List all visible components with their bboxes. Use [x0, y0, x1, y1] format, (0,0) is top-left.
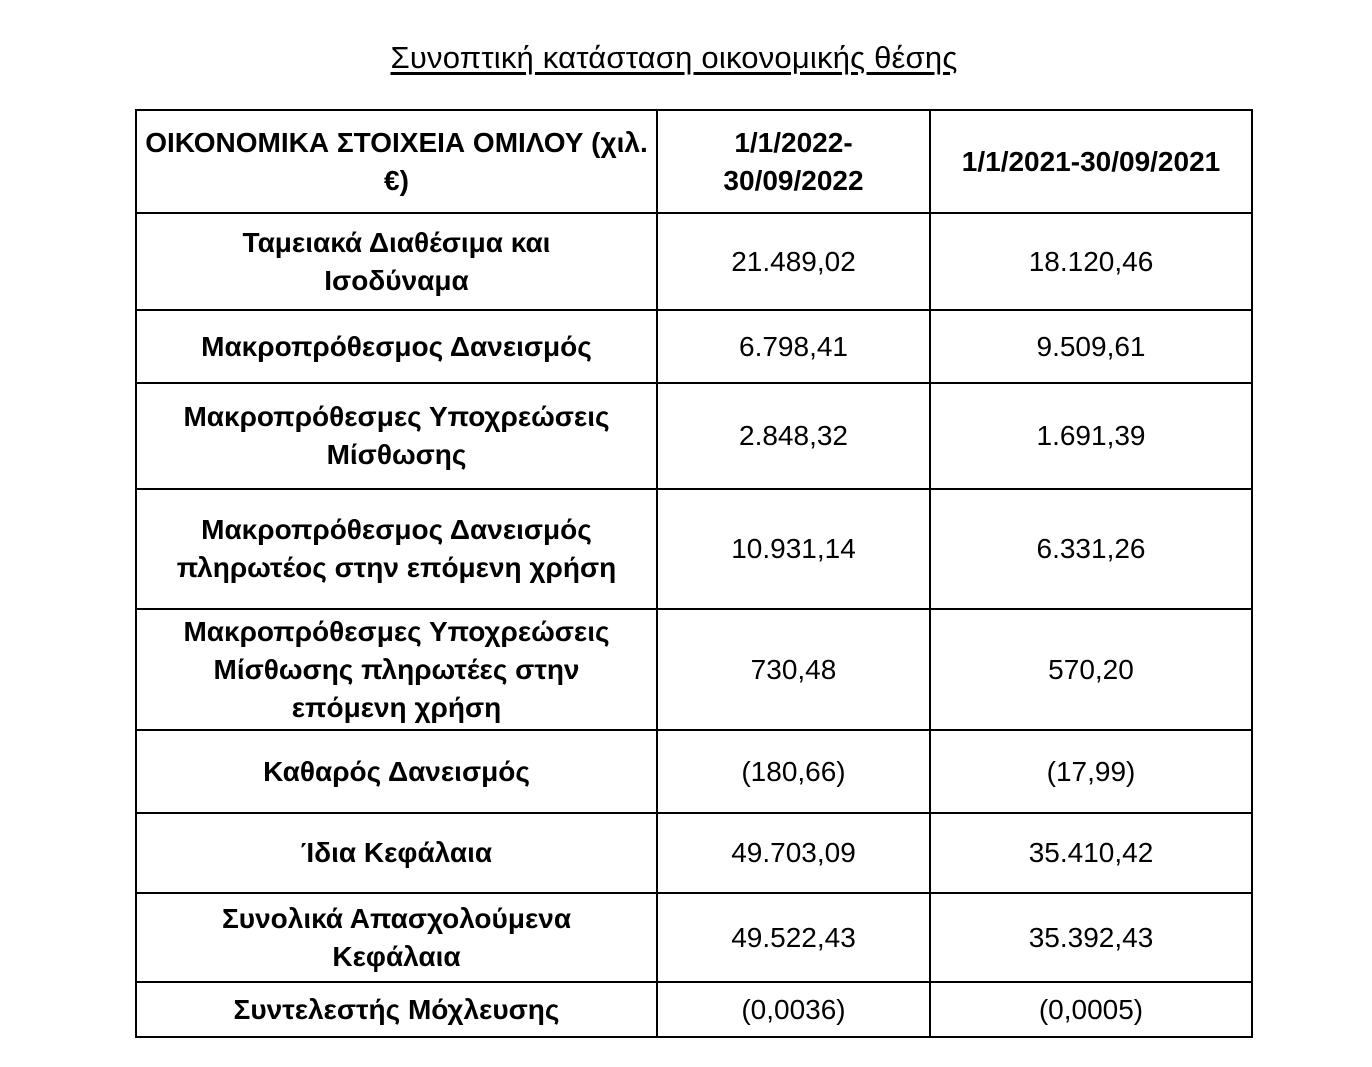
row-label: Καθαρός Δανεισμός: [136, 730, 657, 813]
value-2022: 10.931,14: [657, 489, 930, 609]
table-row: [136, 609, 1252, 730]
value-2021: (0,0005): [930, 982, 1252, 1037]
row-label: Συνολικά Απασχολούμενα Κεφάλαια: [136, 893, 657, 982]
table-row: [136, 893, 1252, 982]
value-2022: (0,0036): [657, 982, 930, 1037]
value-2022: 6.798,41: [657, 310, 930, 383]
value-2022: (180,66): [657, 730, 930, 813]
value-2021: 35.410,42: [930, 813, 1252, 893]
value-2022: 730,48: [657, 609, 930, 730]
value-2021: 1.691,39: [930, 383, 1252, 489]
value-2021: 570,20: [930, 609, 1252, 730]
value-2021: 18.120,46: [930, 213, 1252, 310]
row-label: Μακροπρόθεσμες Υποχρεώσεις Μίσθωσης: [136, 383, 657, 489]
table-row: [136, 813, 1252, 893]
header-financial-items: ΟΙΚΟΝΟΜΙΚΑ ΣΤΟΙΧΕΙΑ ΟΜΙΛΟΥ (χιλ. €): [136, 110, 657, 213]
row-label: Μακροπρόθεσμος Δανεισμός πληρωτέος στην επόμενη χρήση: [136, 489, 657, 609]
header-period-2021: 1/1/2021-30/09/2021: [930, 110, 1252, 213]
row-label: Μακροπρόθεσμες Υποχρεώσεις Μίσθωσης πληρωτέες στην επόμενη χρήση: [136, 609, 657, 730]
value-2022: 49.703,09: [657, 813, 930, 893]
financial-position-table: [135, 109, 1253, 1038]
table-row: [136, 213, 1252, 310]
table-row: [136, 489, 1252, 609]
value-2022: 21.489,02: [657, 213, 930, 310]
value-2022: 49.522,43: [657, 893, 930, 982]
row-label: Ίδια Κεφάλαια: [136, 813, 657, 893]
value-2021: 35.392,43: [930, 893, 1252, 982]
table-row: [136, 730, 1252, 813]
value-2022: 2.848,32: [657, 383, 930, 489]
document-title: Συνοπτική κατάσταση οικονομικής θέσης: [390, 40, 958, 75]
table-row: [136, 383, 1252, 489]
row-label: Μακροπρόθεσμος Δανεισμός: [136, 310, 657, 383]
table-row: [136, 310, 1252, 383]
value-2021: 6.331,26: [930, 489, 1252, 609]
header-period-2022: 1/1/2022-30/09/2022: [657, 110, 930, 213]
table-row: [136, 982, 1252, 1037]
value-2021: (17,99): [930, 730, 1252, 813]
table-header-row: [136, 110, 1252, 213]
row-label: Συντελεστής Μόχλευσης: [136, 982, 657, 1037]
row-label: Ταμειακά Διαθέσιμα και Ισοδύναμα: [136, 213, 657, 310]
value-2021: 9.509,61: [930, 310, 1252, 383]
